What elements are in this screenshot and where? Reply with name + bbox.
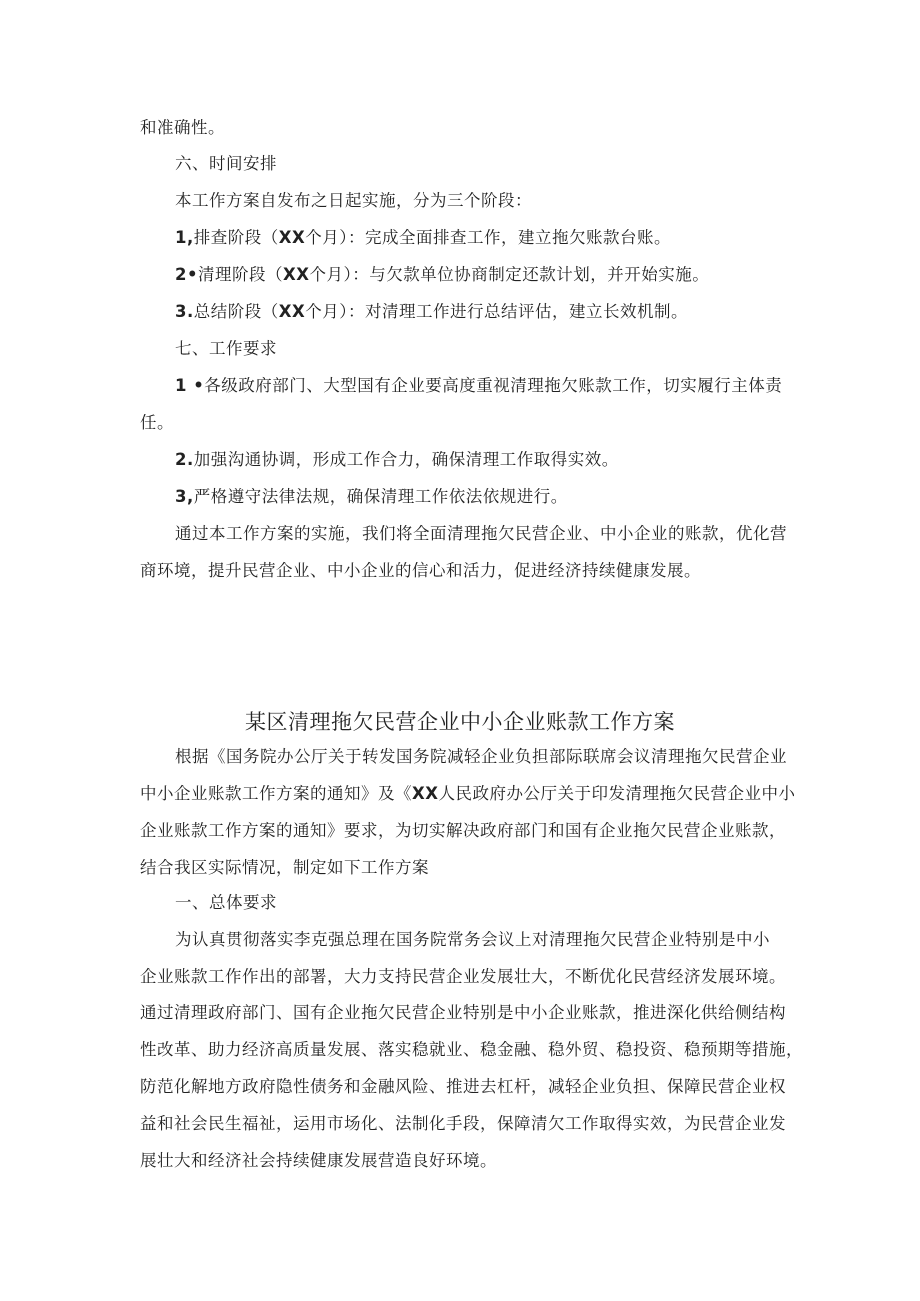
- text-line: [140, 559, 701, 583]
- text: 任。: [140, 413, 174, 432]
- list-number: 3.: [175, 302, 194, 321]
- text: XX: [278, 228, 306, 247]
- section-heading-schedule: [175, 152, 277, 176]
- text-line: [140, 965, 786, 989]
- list-number: 3,: [175, 487, 194, 506]
- text: 加强沟通协调，形成工作合力，确保清理工作取得实效。: [193, 450, 619, 469]
- text: 展壮大和经济社会持续健康发展营造良好环境。: [140, 1151, 497, 1170]
- list-item-requirement-1: [175, 374, 782, 398]
- text: 本工作方案自发布之日起实施，分为三个阶段：: [175, 191, 532, 210]
- text: 防范化解地方政府隐性债务和金融风险、推进去杠杆，减轻企业负担、保障民营企业权: [140, 1077, 786, 1096]
- list-item-requirement-3: [175, 485, 568, 509]
- text: 企业账款工作方案的通知》要求，为切实解决政府部门和国有企业拖欠民营企业账款，: [140, 821, 786, 840]
- text-line: [175, 745, 787, 769]
- text: 各级政府部门、大型国有企业要高度重视清理拖欠账款工作，切实履行主体责: [204, 376, 783, 395]
- text: 根据《国务院办公厅关于转发国务院减轻企业负担部际联席会议清理拖欠民营企业: [175, 747, 787, 766]
- text: 个月）：完成全面排查工作，建立拖欠账款台账。: [305, 228, 671, 247]
- text-line: [140, 856, 429, 880]
- text-line: [140, 782, 795, 806]
- document-title: 某区清理拖欠民营企业中小企业账款工作方案: [245, 710, 675, 734]
- text: 排查阶段（: [193, 228, 279, 247]
- text-line: [140, 116, 225, 140]
- text: 个月）：与欠款单位协商制定还款计划，并开始实施。: [309, 265, 710, 284]
- list-item-requirement-2: [175, 448, 619, 472]
- list-item-stage-3: [175, 300, 688, 324]
- text: XX: [283, 265, 310, 284]
- list-number: 1 •: [175, 376, 205, 395]
- list-item-stage-2: [175, 263, 709, 287]
- section-heading-requirements: [175, 337, 277, 361]
- text-line: [140, 1149, 497, 1173]
- text: 通过清理政府部门、国有企业拖欠民营企业特别是中小企业账款，推进深化供给侧结构: [140, 1003, 786, 1022]
- text: 严格遵守法律法规，确保清理工作依法依规进行。: [193, 487, 568, 506]
- text-line: [175, 522, 787, 546]
- text: 中小企业账款工作方案的通知》及《: [140, 784, 412, 803]
- list-item-stage-1: [175, 226, 671, 250]
- text-line: [140, 1001, 786, 1025]
- text: 企业账款工作作出的部署，大力支持民营企业发展壮大，不断优化民营经济发展环境。: [140, 967, 786, 986]
- text: 结合我区实际情况，制定如下工作方案: [140, 858, 429, 877]
- text: 为认真贯彻落实李克强总理在国务院常务会议上对清理拖欠民营企业特别是中小: [175, 930, 770, 949]
- text-line: [140, 1038, 803, 1062]
- text: 益和社会民生福祉，运用市场化、法制化手段，保障清欠工作取得实效，为民营企业发: [140, 1114, 786, 1133]
- list-number: 2.: [175, 450, 194, 469]
- list-number: 1,: [175, 228, 194, 247]
- text: 和准确性。: [140, 118, 225, 137]
- section-heading-general: [175, 891, 277, 915]
- text: 性改革、助力经济高质量发展、落实稳就业、稳金融、稳外贸、稳投资、稳预期等措施，: [140, 1040, 803, 1059]
- text: 六、时间安排: [175, 154, 277, 173]
- text-line: [140, 1075, 786, 1099]
- text-line: [175, 928, 770, 952]
- text: XX: [412, 784, 439, 803]
- text: 个月）：对清理工作进行总结评估，建立长效机制。: [305, 302, 688, 321]
- text: XX: [278, 302, 306, 321]
- text-line: [175, 189, 532, 213]
- text: 清理阶段（: [198, 265, 284, 284]
- text-line: [140, 1112, 786, 1136]
- list-number: 2•: [175, 265, 199, 284]
- text: 总结阶段（: [193, 302, 279, 321]
- text-line: [140, 411, 174, 435]
- text: 商环境，提升民营企业、中小企业的信心和活力，促进经济持续健康发展。: [140, 561, 701, 580]
- text: 通过本工作方案的实施，我们将全面清理拖欠民营企业、中小企业的账款，优化营: [175, 524, 787, 543]
- text: 人民政府办公厅关于印发清理拖欠民营企业中小: [438, 784, 796, 803]
- text: 七、工作要求: [175, 339, 277, 358]
- text-line: [140, 819, 786, 843]
- text: 一、总体要求: [175, 893, 277, 912]
